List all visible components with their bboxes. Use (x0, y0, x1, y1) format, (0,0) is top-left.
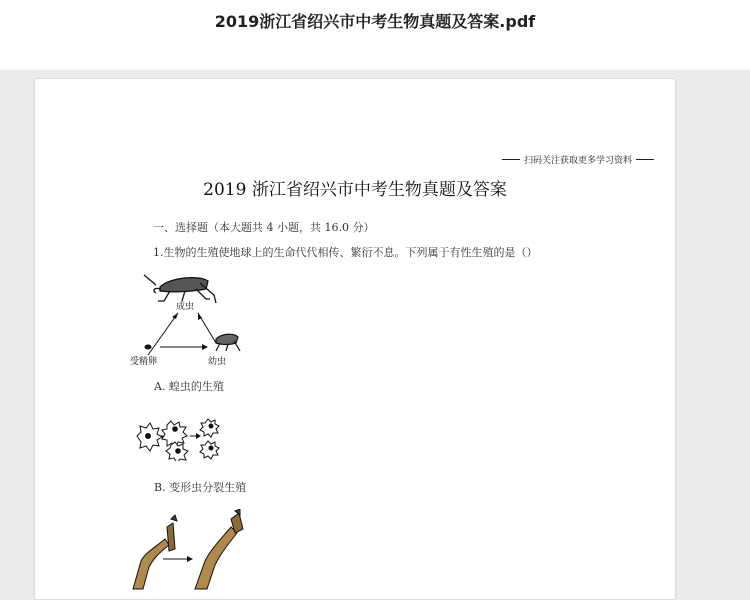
viewer-toolbar (0, 0, 750, 70)
file-title: 2019浙江省绍兴市中考生物真题及答案.pdf (214, 12, 536, 31)
amoeba-daughters-icon (200, 419, 219, 459)
grafting-figure (131, 509, 251, 591)
amoeba-division-figure (133, 411, 225, 461)
adult-locust-icon (144, 275, 216, 303)
branch-left-icon (133, 515, 177, 589)
amoeba-parent-icon (137, 423, 162, 451)
nymph-locust-icon (216, 334, 240, 351)
egg-icon (145, 345, 152, 350)
amoeba-dividing-icon (162, 421, 188, 461)
arrow-head-grafting (187, 556, 193, 562)
header-note (498, 153, 658, 166)
pdf-page (34, 78, 676, 600)
arrow-head-up (172, 313, 178, 319)
option-b: B. 变形虫分裂生殖 (154, 481, 247, 494)
option-a: A. 蝗虫的生殖 (154, 380, 224, 393)
locust-lifecycle-figure (130, 269, 250, 369)
question-1-text: 1.生物的生殖使地球上的生命代代相传、繁衍不息。下列属于有性生殖的是（） (153, 246, 538, 259)
document-title: 2019 浙江省绍兴市中考生物真题及答案 (203, 180, 507, 200)
egg-label: 受精卵 (130, 357, 158, 367)
nymph-label: 幼虫 (208, 357, 227, 367)
arrow-egg-to-adult (148, 313, 178, 355)
branch-right-icon (195, 509, 243, 589)
section-heading: 一、选择题（本大题共 4 小题，共 16.0 分） (153, 221, 375, 234)
arrow-head-right (202, 344, 208, 350)
header-rule-left (502, 159, 520, 160)
header-note-text: 扫码关注获取更多学习资料 (523, 156, 632, 166)
adult-label: 成虫 (176, 302, 195, 312)
header-rule-right (636, 159, 654, 160)
